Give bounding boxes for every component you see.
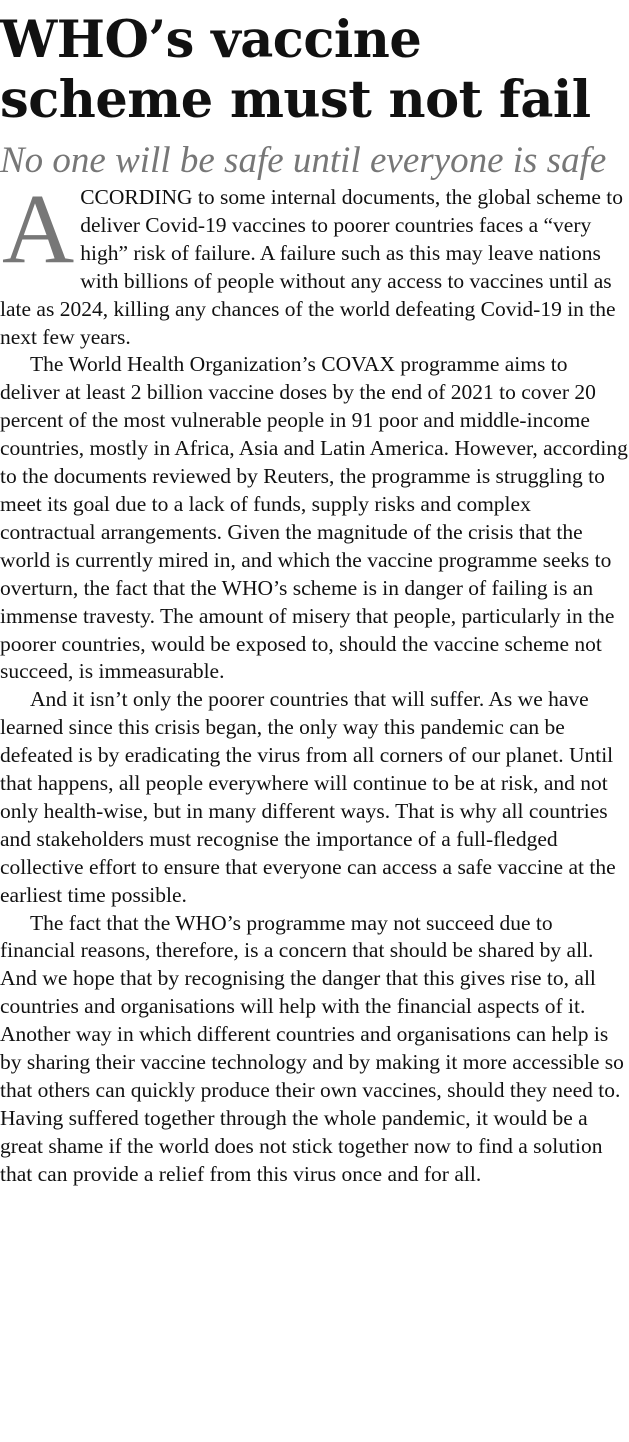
paragraph-1: [0, 173, 629, 351]
headline-line-2: scheme must not fail: [0, 70, 591, 130]
drop-cap: A: [2, 173, 75, 284]
headline-line-1: WHO’s vaccine: [0, 10, 422, 70]
paragraph-3: And it isn’t only the poorer countries that will suffer. As we have learned since this crisis began, the only way this pandemic can be defeated is by eradicating the virus from all corners of our planet. Until that happens, all people everywhere will continue to be at risk, and not only health-wise, but in many different ways. That is why all countries and stakeholders must recognise the importance of a full-fledged collective effort to ensure that everyone can access a safe vaccine at the earliest time possible.: [0, 687, 616, 907]
paragraph-4: The fact that the WHO’s programme may not succeed due to financial reasons, therefore, is a concern that should be shared by all. And we hope that by recognising the danger that this gives rise to, all countries and organisations will help with the financial aspects of it. Another way in which different countries and organisations can help is by sharing their vaccine technology and by making it more accessible so that others can quickly produce their own vaccines, should they need to. Having suffered together through the whole pandemic, it would be a great shame if the world does not stick together now to find a solution that can provide a relief from this virus once and for all.: [0, 910, 624, 1186]
headline: [0, 10, 629, 130]
subheadline: No one will be safe until everyone is safe: [0, 140, 607, 181]
article-body: [0, 173, 629, 1189]
paragraph-1-text: CCORDING to some internal documents, the global scheme to deliver Covid-19 vaccines to poorer countries faces a “very high” risk of failure. A failure such as this may leave nations with billions of people without any access to vaccines until as late as 2024, killing any chances of the world defeating Covid-19 in the next few years.: [0, 185, 623, 349]
paragraph-2: The World Health Organization’s COVAX programme aims to deliver at least 2 billion vaccine doses by the end of 2021 to cover 20 percent of the most vulnerable people in 91 poor and middle-income countries, mostly in Africa, Asia and Latin America. However, according to the documents reviewed by Reuters, the programme is struggling to meet its goal due to a lack of funds, supply risks and complex contractual arrangements. Given the magnitude of the crisis that the world is currently mired in, and which the vaccine programme seeks to overturn, the fact that the WHO’s scheme is in danger of failing is an immense travesty. The amount of misery that people, particularly in the poorer countries, would be exposed to, should the vaccine scheme not succeed, is immeasurable.: [0, 352, 628, 684]
